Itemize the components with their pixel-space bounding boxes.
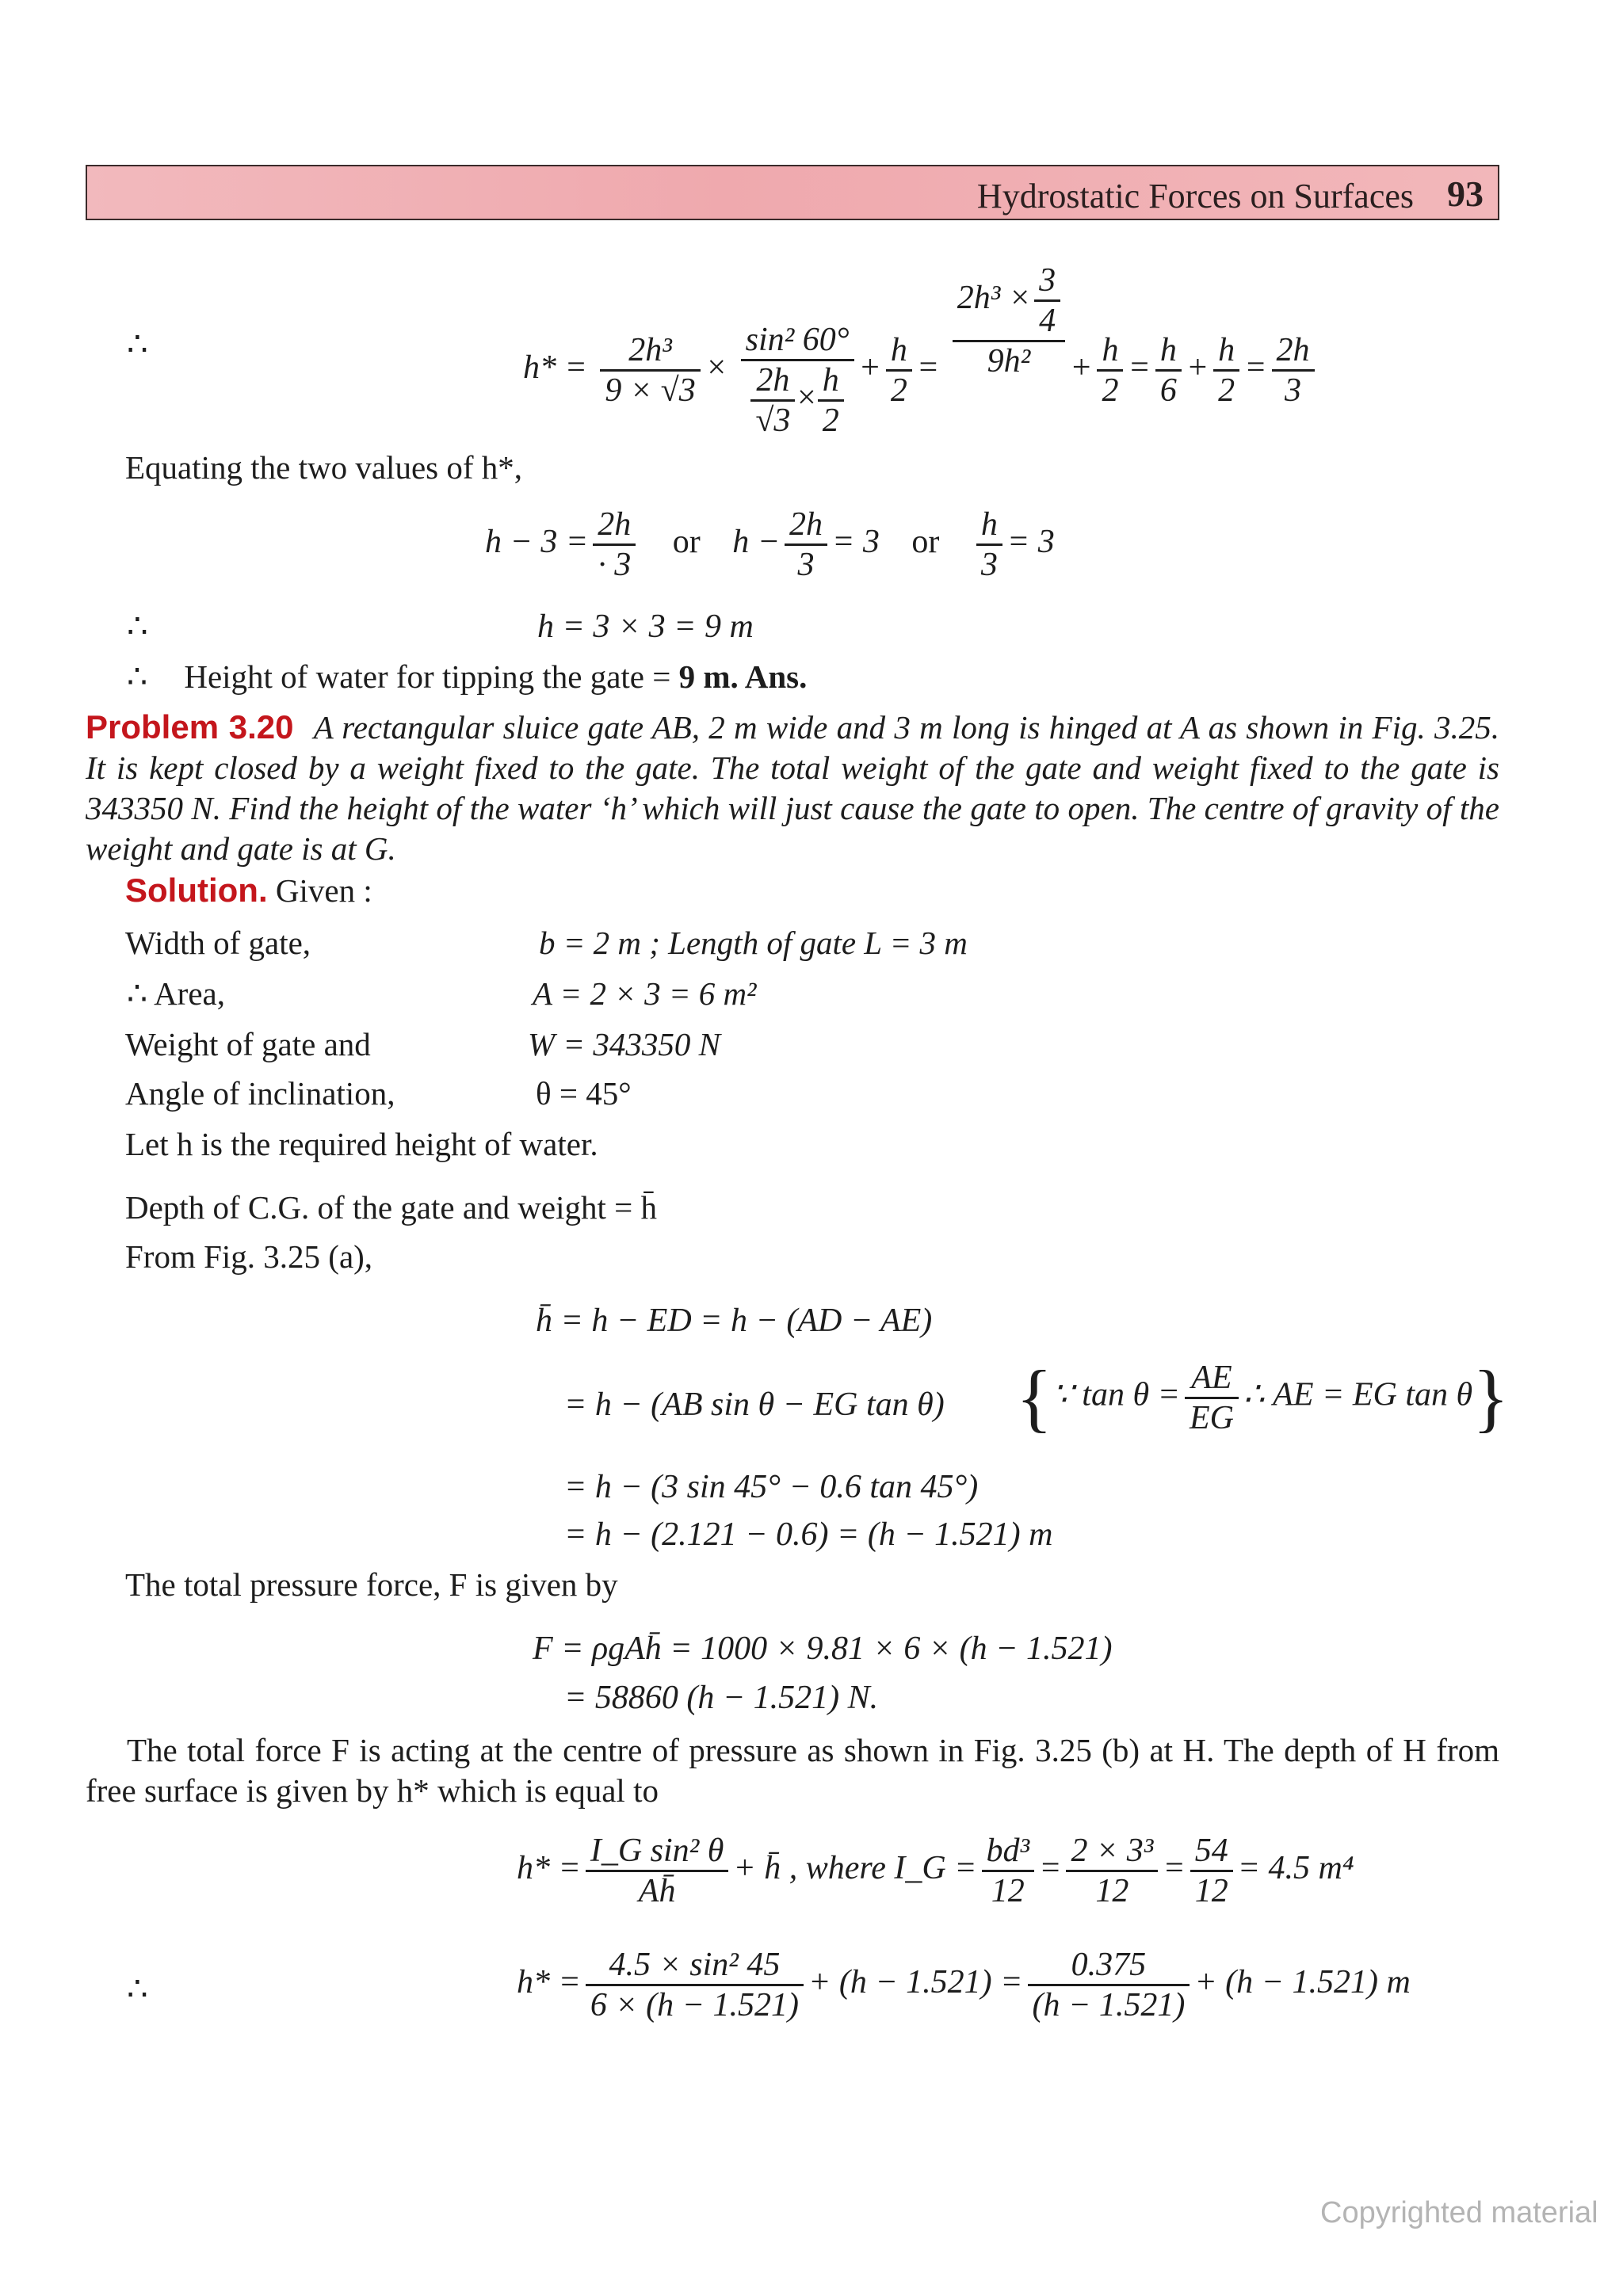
hbar-eq-line3: = h − (3 sin 45° − 0.6 tan 45°): [564, 1469, 979, 1505]
from-fig-text: From Fig. 3.25 (a),: [125, 1238, 373, 1275]
force-eq-line2: = 58860 (h − 1.521) N.: [564, 1680, 879, 1716]
given-row-value: W = 343350 N: [528, 1026, 720, 1062]
problem-text: A rectangular sluice gate AB, 2 m wide and 3 m long is hinged at A as shown in Fig. 3.25. It is kept closed by a weight fixed to the gate. The total weight of the gate and weight fixed to the gate is 343350 N. Find the height of the water ‘h’ which will just cause the gate to open. The centre of gravity of the weight and gate is at G.: [86, 709, 1499, 867]
equation-hstar-2: h* = $\frac{\text{I\_G sin² θ}}{Ah̄}$ + h̄ , where I_G = $\frac{\text{bd³}}{12}$ = $\frac{\text{2 × 3³}}{12}$ = $\frac{54}{12}$ = 4.5 m⁴: [517, 1833, 1354, 1909]
hbar-eq-line1: h̄ = h − ED = h − (AD − AE): [536, 1302, 933, 1339]
eq1-lhs: h* =: [523, 349, 587, 386]
result-line: ∴ Height of water for tipping the gate = 9 m. Ans.: [127, 658, 808, 695]
equation-hstar-1: h* = $\frac{\text{2h³}}{9 \times √3}$ × sin² 60° $\frac{2h}{√3}$ × $\frac{h}{2}$ + $\frac{h}{2}$ = 2h³ × $\frac{3}{4}$ 9h² + $\frac{h}{2}$ = $\frac{h}{6}$ + $\frac{h}{2}$ = $\frac{2h}{3}$: [523, 263, 1319, 438]
given-row-label: ∴ Area,: [127, 975, 225, 1012]
problem-statement: [86, 707, 1499, 869]
equation-hstar-3: h* = $\frac{\text{4.5 × sin² 45}}{6 \times (h - 1.521)}$ + (h − 1.521) = $\frac{0.375}{(h - 1.521)}$ + (h − 1.521) m: [517, 1947, 1411, 2023]
page-number: 93: [1447, 174, 1484, 214]
therefore-symbol: ∴: [127, 1971, 148, 2008]
hbar-eq-line2: = h − (AB sin θ − EG tan θ): [564, 1386, 945, 1423]
equating-text: Equating the two values of h*,: [125, 449, 523, 486]
header-title: Hydrostatic Forces on Surfaces: [976, 177, 1414, 215]
equation-equating: h − 3 = $\frac{2h}{\cdot 3}$ or h − $\frac{2h}{3}$ = 3 or $\frac{h}{3}$ = 3: [485, 506, 1055, 583]
force-eq-line1: F = ρgAh̄ = 1000 × 9.81 × 6 × (h − 1.521): [533, 1630, 1113, 1667]
solution-label: Solution.: [125, 871, 268, 909]
given-row-label: Width of gate,: [125, 925, 311, 961]
copyright-watermark: Copyrighted material: [1320, 2196, 1598, 2229]
given-row-label: Angle of inclination,: [125, 1075, 395, 1112]
depth-cg-text: Depth of C.G. of the gate and weight = h̄: [125, 1189, 657, 1226]
given-row-value: θ = 45°: [536, 1075, 632, 1112]
equation-h-result: h = 3 × 3 = 9 m: [537, 608, 754, 645]
solution-header: Solution. Given :: [125, 871, 372, 909]
given-row-label: Weight of gate and: [125, 1026, 371, 1062]
problem-label: Problem 3.20: [86, 708, 294, 746]
page-header: [86, 165, 1499, 220]
force-intro-text: The total pressure force, F is given by: [125, 1566, 618, 1603]
tan-theta-note: {∵ tan θ = $\frac{AE}{EG}$ ∴ AE = EG tan θ}: [1016, 1355, 1510, 1440]
therefore-symbol: ∴: [127, 326, 148, 363]
given-row-value: A = 2 × 3 = 6 m²: [533, 975, 757, 1012]
therefore-symbol: ∴: [127, 608, 148, 645]
let-h-text: Let h is the required height of water.: [125, 1126, 598, 1162]
hbar-eq-line4: = h − (2.121 − 0.6) = (h − 1.521) m: [564, 1516, 1053, 1553]
centre-paragraph: The total force F is acting at the centre of pressure as shown in Fig. 3.25 (b) at H. The depth of H from free surface is given by h* which is equal to: [86, 1732, 1499, 1809]
given-row-value: b = 2 m ; Length of gate L = 3 m: [539, 925, 968, 961]
